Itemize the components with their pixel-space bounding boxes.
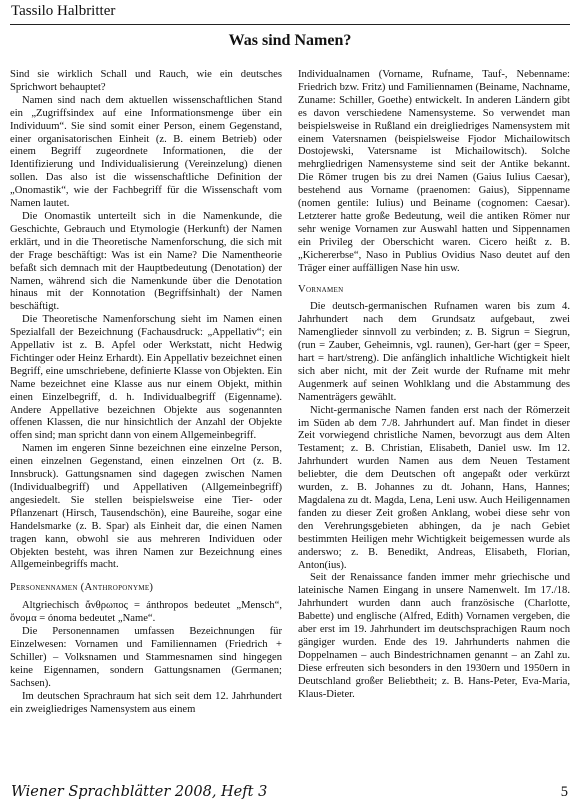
paragraph: Die Theoretische Namenforschung sieht im Namen einen Spezialfall der Bezeichnung (Fachausdruck: „Appellativ“; ein Appellativ ist z. B. Apfel oder Werkstatt, nicht Hedwig Fichtinger oder Heinz Erhardt). Ein Appellativ bezeichnet einen Begriff, eine umschriebene, definierte Klasse von Objekten. Ein Name bezeichnet eine Klasse aus nur einem Objekt, mithin einen Einzelbegriff, d. h. Individualbegriff (Eigenname). Andere Appellative bezeichnen Objekte aus sogenannten offenen Klassen, die nur hinsichtlich der Anzahl der Objekte offen sind; man spricht dann von einem Allgemeinbegriff. xyxy=(10,314,282,442)
running-head-author: Tassilo Halbritter xyxy=(11,3,116,19)
paragraph: Altgriechisch ἄνθρωπος = ánthropos bedeutet „Mensch“, ὄνομα = ónoma bedeutet „Name“. xyxy=(10,600,282,625)
section-heading-vornamen: Vornamen xyxy=(298,283,344,295)
header-rule xyxy=(10,24,570,25)
paragraph: Die deutsch-germanischen Rufnamen waren bis zum 4. Jahrhundert nach dem Grundsatz aufgebaut, zwei Namenglieder sinnvoll zu verbinden; z. B. Sigrun = Siegrun, (run = Zauber, Geheimnis, vgl. raunen), Ger-hart (ger = Speer, hart = hart/streng). Die anfänglich inhaltliche Wichtigkeit hielt sich aber nicht, mit der Zeit wurde der Rufname mit mehr Augenmerk auf seinen Wohlklang und die Abstammung des Namenträgers gewählt. xyxy=(298,301,570,403)
right-column xyxy=(298,69,570,702)
article-title: Was sind Namen? xyxy=(228,32,352,49)
paragraph: Sind sie wirklich Schall und Rauch, wie ein deutsches Sprichwort behauptet? xyxy=(10,69,282,93)
page-number: 5 xyxy=(560,784,568,800)
paragraph: Nicht-germanische Namen fanden erst nach der Römerzeit im Süden ab dem 7./8. Jahrhundert auf. Man findet in dieser Zeit vorwiegend christliche Namen, bevorzugt aus dem Alten Testament; z. B. Christian, Elisabeth, Daniel usw. Im 12. Jahrhundert wurden Namen aus dem Neuen Testament beliebter, die dem Deutschen oft angepaßt oder verkürzt wurden, z. B. Johannes zu dt. Johann, Hans, Hannes; Magdalena zu dt. Magda, Lena, Leni usw. Auch Heiligennamen fanden zu dieser Zeit großen Anklang, wobei diese sehr von den Verehrungsgebieten abhingen, da je nach Gebiet bestimmten Heiligen mehr Wichtigkeit beigemessen wurde als anderswo; z. B. Benedikt, Andreas, Elisabeth, Florian, Anton(ius). xyxy=(298,404,570,571)
paragraph: Im deutschen Sprachraum hat sich seit dem 12. Jahrhundert ein zweigliedriges Namensystem aus einem xyxy=(10,690,282,715)
paragraph: Die Onomastik unterteilt sich in die Namenkunde, die Geschichte, Gebrauch und Etymologie (Herkunft) der Namen erklärt, und in die Theoretische Namenforschung, die sich mit der Frage beschäftigt: Was ist ein Name? Die Namentheorie befaßt sich demnach mit der Hauptbedeutung (Denotation) der Namen, während sich die Namenkunde über die Denotation hinaus mit der Konnotation (Begriffsinhalt) der Namen beschäftigt. xyxy=(10,210,282,313)
left-column xyxy=(10,69,282,716)
paragraph: Die Personennamen umfassen Bezeichnungen für Einzelwesen: Vornamen und Familiennamen (Friedrich + Schiller) – Volksnamen und Stammesnamen sind hingegen keine Eigennamen, sondern Gattungsnamen (Germanen; Sachsen). xyxy=(10,626,282,689)
paragraph: Seit der Renaissance fanden immer mehr griechische und lateinische Namen Eingang in unsere Namenwelt. Im 17./18. Jahrhundert wurden dann auch französische (Charlotte, Babette) und englische (Alfred, Edith) Vornamen vergeben, die aber erst im 19. Jahrhundert im deutschsprachigen Raum noch gängiger wurden. Ende des 19. Jahrhunderts nahmen die Doppelnamen – auch Bindestrichnamen genannt – an Zahl zu. Diese erfreuten sich besonders in den 1930ern und 1950ern in Deutschland großer Beliebtheit; z. B. Hans-Peter, Eva-Maria, Klaus-Dieter. xyxy=(298,572,570,700)
journal-footer: Wiener Sprachblätter 2008, Heft 3 xyxy=(11,784,268,800)
section-heading-personennamen: Personennamen (Anthroponyme) xyxy=(10,582,154,594)
paragraph: Namen im engeren Sinne bezeichnen eine einzelne Person, einen einzelnen Gegenstand, einen einzelnen Ort (z. B. Innsbruck). Gattungsnamen sind dagegen zwischen Namen (Individualbegriff) und Appellativen (Allgemeinbegriff) angesiedelt. Sie stellen beispielsweise eine Tier- oder Pflanzenart (Hirsch, Tausendschön), eine Baureihe, sogar eine Handelsmarke (z. B. Spar) als Einheit dar, die einen Namen tragen kann, obwohl sie aus mehreren Individuen oder Objekten besteht, was ihren Namen zur Bezeichnung eines Allgemeinbegriffs macht. xyxy=(10,443,282,571)
paragraph: Individualnamen (Vorname, Rufname, Tauf-, Nebenname: Friedrich bzw. Fritz) und Familiennamen (Beiname, Nachname, Zuname: Schiller, Goethe) entwickelt. In anderen Ländern gibt es davon verschiedene Namensysteme. So verwendet man beispielsweise in Rußland ein dreigliedriges Namensystem mit einem Vatersnamen (beispielsweise Fjodor Michailowitsch Dostojewski, Vatersname ist Michailowitsch). Solche mehrgliedrigen Namensysteme sind seit der Antike bekannt. Die Römer trugen bis zu drei Namen (Gaius Iulius Caesar), bestehend aus Vorname (praenomen: Gaius), Sippenname (nomen gentile: Iulius) und Beiname (cognomen: Caesar). Letzterer hatte große Bedeutung, weil die antiken Römer nur sehr wenige Vornamen zur Auswahl hatten und Sippennamen ein Privileg der Oberschicht waren. Cicero heißt z. B. „Kichererbse“, Naso in Publius Ovidius Naso deutet auf den Träger einer auffälligen Nase hin usw. xyxy=(298,69,570,274)
paragraph: Namen sind nach dem aktuellen wissenschaftlichen Stand ein „Zugriffsindex auf eine Informationsmenge über ein Individuum“. Sie sind somit einer Person, einem Gegenstand, einer organisatorischen Einheit (z. B. einem Betrieb) oder einem Begriff zugeordnete Informationen, die der Identifizierung und Individualisierung (Vereinzelung) dienen sollen. Das also ist die wissenschaftliche Definition der „Onomastik“, wie der Fachbegriff für die Wissenschaft vom Namen lautet. xyxy=(10,94,282,210)
